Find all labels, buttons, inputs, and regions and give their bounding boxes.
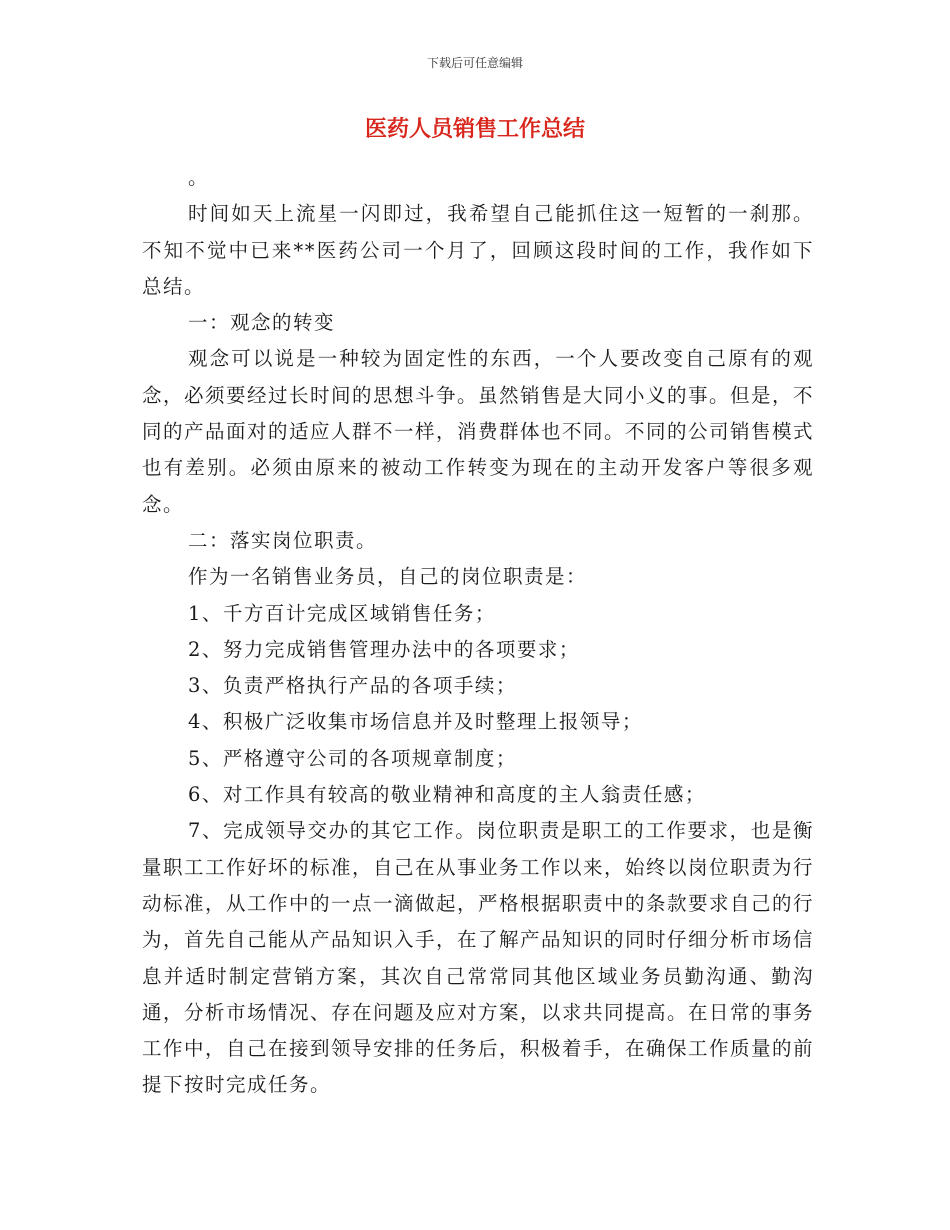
header-note: 下载后可任意编辑 <box>426 56 523 70</box>
paragraph: 观念可以说是一种较为固定性的东西，一个人要改变自己原有的观念，必须要经过长时间的思想斗争。虽然销售是大同小义的事。但是，不同的产品面对的适应人群不一样，消费群体也不同。不同的公司销售模式也有差别。必须由原来的被动工作转变为现在的主动开发客户等很多观念。 <box>142 347 815 516</box>
section-heading: 一：观念的转变 <box>188 311 336 335</box>
list-item: 3、负责严格执行产品的各项手续； <box>188 674 517 698</box>
section-heading: 二：落实岗位职责。 <box>188 528 378 552</box>
paragraph: 。 <box>188 166 210 189</box>
paragraph: 时间如天上流星一闪即过，我希望自己能抓住这一短暂的一刹那。不知不觉中已来**医药公司一个月了，回顾这段时间的工作，我作如下总结。 <box>142 202 814 298</box>
list-item: 4、积极广泛收集市场信息并及时整理上报领导； <box>188 710 643 734</box>
document-body <box>142 160 814 1104</box>
document-title: 医药人员销售工作总结 <box>364 117 585 142</box>
list-item: 6、对工作具有较高的敬业精神和高度的主人翁责任感； <box>188 783 706 807</box>
list-item: 7、完成领导交办的其它工作。岗位职责是职工的工作要求，也是衡量职工工作好坏的标准，自己在从事业务工作以来，始终以岗位职责为行动标准，从工作中的一点一滴做起，严格根据职责中的条款要求自己的行为，首先自己能从产品知识入手，在了解产品知识的同时仔细分析市场信息并适时制定营销方案，其次自己常常同其他区域业务员勤沟通、勤沟通，分析市场情况、存在问题及应对方案，以求共同提高。在日常的事务工作中，自己在接到领导安排的任务后，积极着手，在确保工作质量的前提下按时完成任务。 <box>142 819 815 1097</box>
paragraph: 作为一名销售业务员，自己的岗位职责是： <box>188 565 588 589</box>
list-item: 5、严格遵守公司的各项规章制度； <box>188 746 517 770</box>
list-item: 1、千方百计完成区域销售任务； <box>188 601 496 625</box>
list-item: 2、努力完成销售管理办法中的各项要求； <box>188 637 580 661</box>
